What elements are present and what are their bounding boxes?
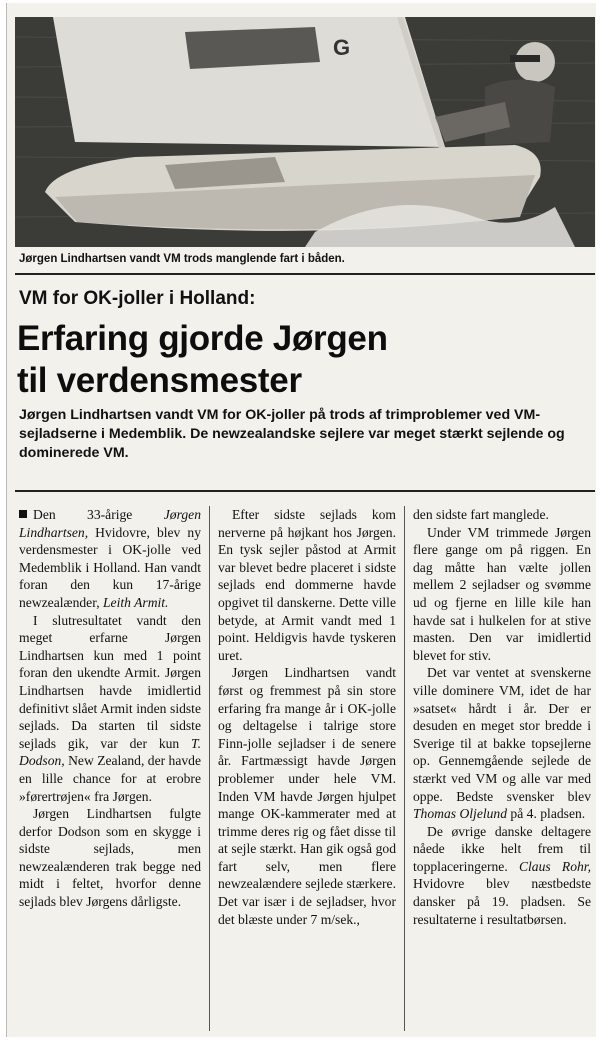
paragraph: den sidste fart manglede.	[413, 507, 549, 522]
sail-letter: G	[333, 35, 351, 60]
column-2	[209, 506, 404, 1031]
bullet-icon	[19, 510, 27, 518]
paragraph: Efter sidste sejlads kom nerverne på højkant hos Jørgen. En tysk sejler påstod at Armit var blevet bedre placeret i sidste sejlads end dommerne havde opgivet til danskerne. Dette ville betyde, at Armit vandt med 1 point. Heldigvis havde tyskeren uret.	[218, 507, 396, 663]
paragraph: Jørgen Lindhartsen fulgte derfor Dodson som en skygge i sidste sejlads, men newzealænderen trak begge ned midt i feltet, hvorfor denne sejlads blev Jørgens dårligste.	[19, 806, 201, 910]
article-columns	[19, 506, 591, 1031]
person-name: Leith Armit.	[103, 594, 169, 610]
person-name: Thomas Oljelund	[413, 806, 508, 822]
divider	[15, 490, 595, 492]
photo-caption: Jørgen Lindhartsen vandt VM trods manglende fart i båden.	[19, 253, 345, 265]
column-3	[404, 506, 591, 1031]
person-name: T. Dodson,	[19, 735, 201, 769]
paragraph: De øvrige danske deltagere nåede ikke helt frem til topplaceringerne. Claus Rohr, Hvidovre blev næstbedste dansker på 19. pladsen. Se resultaterne i resultatbørsen.	[413, 823, 591, 927]
person-name: Claus Rohr,	[518, 858, 591, 874]
headline	[17, 318, 592, 402]
headline-line-2: til verdensmester	[17, 361, 302, 400]
paragraph: I slutresultatet vandt den meget erfarne Jørgen Lindhartsen kun med 1 point foran den ukendte Armit. Jørgen Lindhartsen havde imidlertid definitivt slået Armit inden sidste sejlads. Da starten til sidste sejlads gik, var der kun T. Dodson, New Zealand, der havde en lille chance for at erobre »førertrøjen« fra Jørgen.	[19, 612, 201, 804]
divider	[15, 273, 595, 275]
paragraph: Den 33-årige Jørgen Lindhartsen, Hvidovre, blev ny verdensmester i OK-jolle ved Medemblik i Holland. Han vandt foran den kun 17-årige newzealænder, Leith Armit.	[19, 507, 201, 610]
paragraph: Jørgen Lindhartsen vandt først og fremmest på sin store erfaring fra mange år i OK-jolle og deltagelse i talrige store Finn-jolle sejladser i de senere år. Fartmæssigt havde Jørgen problemer under hele VM. Inden VM havde Jørgen hjulpet mange OK-kammerater med at trimme deres rig og fået disse til at sejle stærkt. Han gik også god fart selv, men flere newzealændere sejlede stærkere. Det var især i de sejladser, hvor det blæste under 7 m/sek.,	[218, 665, 396, 927]
kicker: VM for OK-joller i Holland:	[19, 288, 256, 309]
person-name: Jørgen Lindhartsen,	[19, 507, 201, 540]
paragraph: Det var ventet at svenskerne ville dominere VM, idet de har »satset« hårdt i år. Der er desuden en meget stor bredde i Sverige til at bakke topsejlerne op. Gennemgående sejlede de stærkt ved VM og alle var med oppe. Bedste svensker blev Thomas Oljelund på 4. pladsen.	[413, 665, 591, 822]
sailboat-photo	[15, 17, 595, 247]
lead-paragraph: Jørgen Lindhartsen vandt VM for OK-joller på trods af trimproblemer ved VM-sejladserne i Medemblik. De newzealandske sejlere var meget stærkt sejlende og dominerede VM.	[19, 407, 565, 461]
column-1	[19, 506, 209, 1031]
paragraph: Under VM trimmede Jørgen flere gange om på riggen. En dag måtte han vælte jollen mellem 2 sejladser og svømme ud og fjerne en lille kile han havde sat i hulkelen for at stive masten. Den var imidlertid blevet for stiv.	[413, 524, 591, 663]
headline-line-1: Erfaring gjorde Jørgen	[17, 319, 388, 358]
newspaper-page	[6, 3, 596, 1037]
